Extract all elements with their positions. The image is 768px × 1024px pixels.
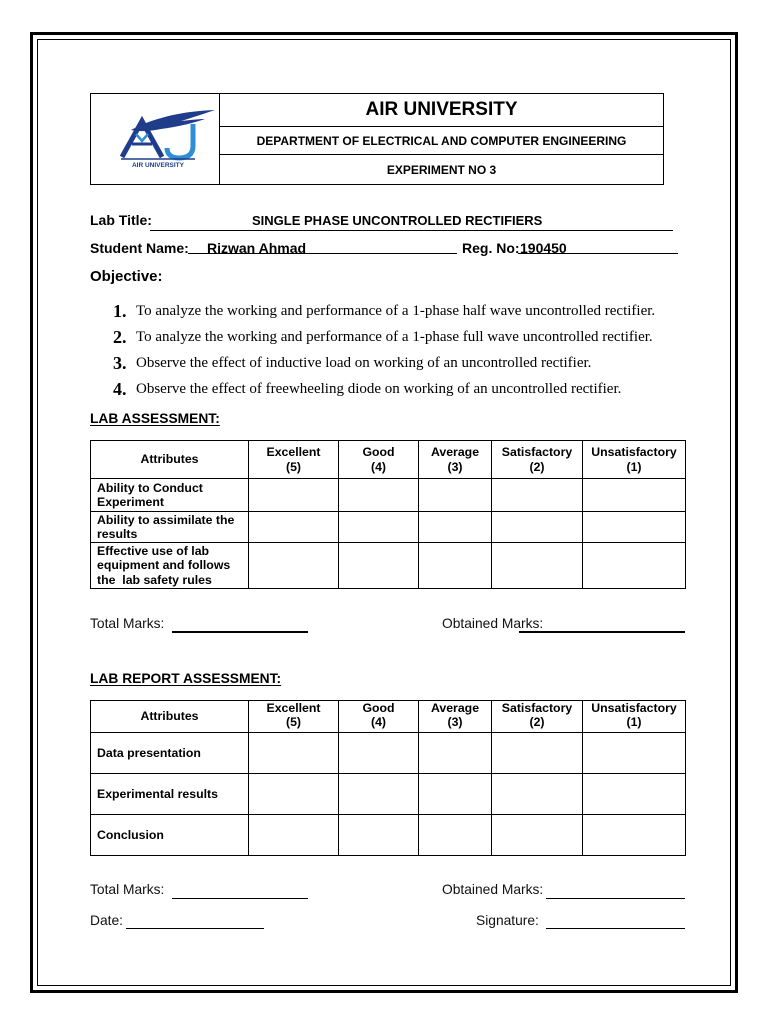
column-header-label: Attributes (140, 452, 199, 467)
student-name-value: Rizwan Ahmad (207, 240, 307, 256)
total-marks-underline (172, 898, 308, 899)
column-header-satisfactory (492, 701, 583, 733)
grade-cell (339, 512, 419, 543)
column-header-score: (3) (447, 459, 463, 474)
grade-cell (249, 479, 339, 512)
grade-cell (492, 543, 583, 589)
grade-cell (492, 733, 583, 774)
column-header-label: Unsatisfactory (591, 701, 677, 715)
signature-underline (546, 928, 685, 929)
column-header-attributes (91, 441, 249, 479)
signature-label: Signature: (476, 913, 539, 928)
grade-cell (419, 479, 492, 512)
column-header-score: (2) (529, 715, 545, 729)
total-marks-label: Total Marks: (90, 882, 165, 897)
column-header-label: Excellent (266, 701, 321, 715)
lab-report-assessment-heading: LAB REPORT ASSESSMENT: (90, 671, 282, 686)
grade-cell (419, 543, 492, 589)
grade-cell (583, 774, 686, 815)
objective-text: Observe the effect of inductive load on working of an uncontrolled rectifier. (136, 355, 592, 371)
objective-text: Observe the effect of freewheeling diode on working of an uncontrolled rectifier. (136, 381, 622, 397)
column-header-good (339, 701, 419, 733)
column-header-average (419, 441, 492, 479)
column-header-score: (4) (370, 715, 387, 729)
column-header-label: Good (362, 445, 395, 459)
logo-inner-mark (136, 134, 148, 141)
total-marks-underline (172, 631, 308, 633)
date-underline (126, 928, 264, 929)
lab-report-assessment-table (90, 700, 686, 856)
lab-title-underline (150, 230, 673, 231)
grade-cell (492, 512, 583, 543)
column-header-excellent (249, 701, 339, 733)
column-header-good (339, 441, 419, 479)
grade-cell (583, 815, 686, 856)
column-header-score: (4) (370, 459, 387, 474)
grade-cell (492, 815, 583, 856)
grade-cell (419, 815, 492, 856)
experiment-number: EXPERIMENT NO 3 (386, 162, 497, 177)
lab-title-value: SINGLE PHASE UNCONTROLLED RECTIFIERS (252, 213, 543, 228)
department-name: DEPARTMENT OF ELECTRICAL AND COMPUTER ENGINEERING (220, 127, 663, 155)
column-header-label: Attributes (140, 709, 199, 724)
grade-cell (339, 733, 419, 774)
attribute-cell: Ability to Conduct Experiment (91, 479, 249, 512)
column-header-score: (1) (626, 715, 642, 729)
grade-cell (339, 815, 419, 856)
reg-no-value: 190450 (520, 240, 567, 256)
lab-assessment-table (90, 440, 686, 589)
lab-title-label: Lab Title: (90, 212, 152, 228)
reg-no-label: Reg. No: (462, 240, 520, 256)
obtained-marks-label: Obtained Marks: (442, 882, 544, 897)
column-header-excellent (249, 441, 339, 479)
university-name: AIR UNIVERSITY (220, 94, 663, 127)
obtained-marks-underline (519, 631, 685, 633)
column-header-label: Satisfactory (501, 701, 573, 715)
grade-cell (249, 774, 339, 815)
grade-cell (249, 512, 339, 543)
attribute-cell: Data presentation (91, 733, 249, 774)
obtained-marks-underline (546, 898, 685, 899)
logo-letter-j (167, 124, 193, 158)
total-marks-label: Total Marks: (90, 616, 165, 631)
objective-text: To analyze the working and performance of a 1-phase half wave uncontrolled rectifier. (136, 303, 656, 319)
attribute-cell: Effective use of lab equipment and follows the lab safety rules (91, 543, 249, 589)
logo-text: AIR UNIVERSITY (131, 162, 185, 169)
grade-cell (583, 543, 686, 589)
column-header-label: Average (430, 701, 480, 715)
logo-cell (91, 94, 220, 184)
column-header-attributes (91, 701, 249, 733)
lab-assessment-heading: LAB ASSESSMENT: (90, 411, 220, 426)
attribute-cell: Experimental results (91, 774, 249, 815)
objective-heading: Objective: (90, 268, 163, 285)
grade-cell (492, 479, 583, 512)
grade-cell (583, 479, 686, 512)
objective-text: To analyze the working and performance of a 1-phase full wave uncontrolled rectifier. (136, 329, 653, 345)
objective-number: 2. (113, 327, 127, 347)
grade-cell (419, 733, 492, 774)
column-header-label: Average (430, 445, 480, 459)
column-header-average (419, 701, 492, 733)
column-header-score: (5) (285, 715, 302, 729)
grade-cell (339, 543, 419, 589)
grade-cell (583, 512, 686, 543)
attribute-cell: Ability to assimilate the results (91, 512, 249, 543)
column-header-unsatisfactory (583, 701, 686, 733)
objective-number: 4. (113, 379, 127, 399)
column-header-label: Excellent (266, 445, 321, 459)
date-label: Date: (90, 913, 123, 928)
header-table (90, 93, 664, 185)
column-header-score: (5) (285, 459, 302, 474)
obtained-marks-label: Obtained Marks: (442, 616, 544, 631)
grade-cell (583, 733, 686, 774)
objective-number: 1. (113, 301, 127, 321)
university-logo (91, 94, 219, 183)
grade-cell (249, 815, 339, 856)
column-header-label: Satisfactory (501, 445, 573, 459)
column-header-label: Good (362, 701, 395, 715)
column-header-unsatisfactory (583, 441, 686, 479)
objective-number: 3. (113, 353, 127, 373)
column-header-score: (1) (626, 459, 642, 474)
column-header-label: Unsatisfactory (591, 445, 677, 459)
grade-cell (492, 774, 583, 815)
grade-cell (249, 733, 339, 774)
grade-cell (249, 543, 339, 589)
grade-cell (339, 479, 419, 512)
column-header-satisfactory (492, 441, 583, 479)
grade-cell (419, 512, 492, 543)
column-header-score: (3) (447, 715, 463, 729)
column-header-score: (2) (529, 459, 545, 474)
grade-cell (419, 774, 492, 815)
attribute-cell: Conclusion (91, 815, 249, 856)
grade-cell (339, 774, 419, 815)
student-name-label: Student Name: (90, 240, 189, 256)
